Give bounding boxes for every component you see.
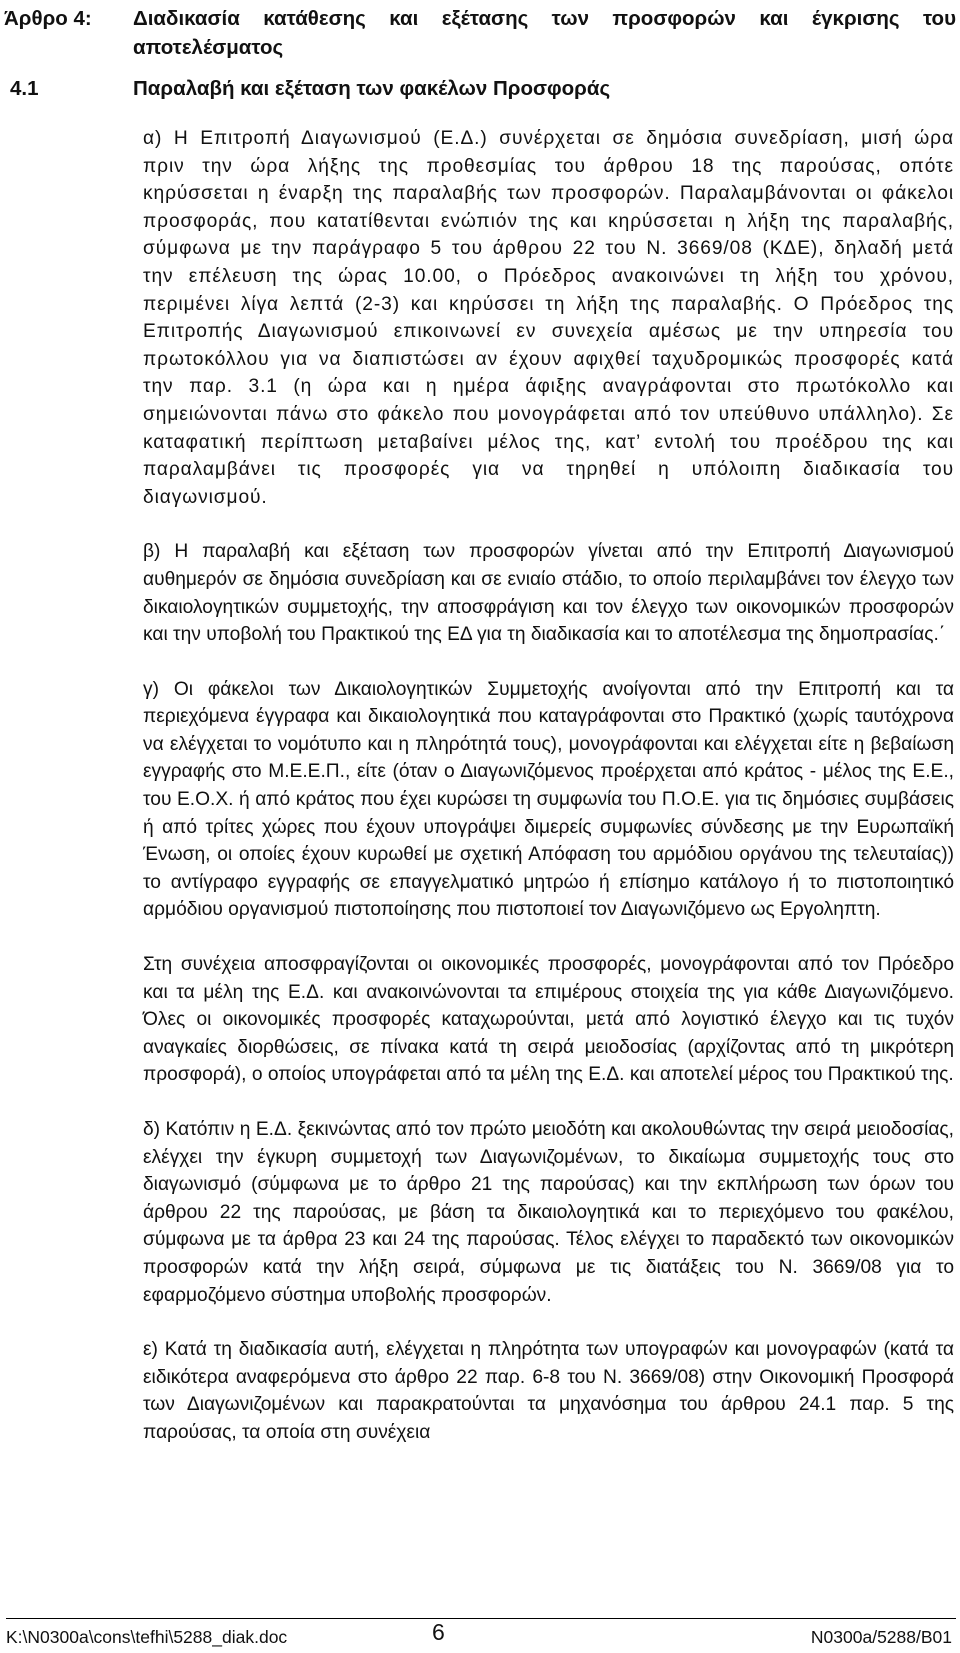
section-heading: [4, 74, 956, 103]
paragraph-b: β) Η παραλαβή και εξέταση των προσφορών γίνεται από την Επιτροπή Διαγωνισμού αυθημερόν σε δημόσια συνεδρίαση και σε ενιαίο στάδιο, το οποίο περιλαμβάνει τον έλεγχο των δικαιολογητικών συμμετοχής, την αποσφράγιση και τον έλεγχο των οικονομικών προσφορών και την υποβολή του Πρακτικού της ΕΔ για τη διαδικασία και το αποτέλεσμα της δημοπρασίας.΄: [143, 541, 954, 646]
article-title: Διαδικασία κατάθεσης και εξέτασης των προσφορών και έγκρισης του αποτελέσματος: [133, 7, 956, 59]
document-body: [143, 125, 954, 1474]
paragraph-e: ε) Κατά τη διαδικασία αυτή, ελέγχεται η πληρότητα των υπογραφών και μονογραφών (κατά τα ειδικότερα αναφερόμενα στο άρθρο 22 παρ. 6-8 του Ν. 3669/08) στην Οικονομική Προσφορά των Διαγωνιζομένων και παρακρατούνται τα μηχανόσημα του άρθρου 24.1 παρ. 5 της παρούσας, τα οποία στη συνέχεια: [143, 1339, 954, 1443]
footer-document-code: N0300a/5288/B01: [810, 1627, 952, 1647]
section-number: 4.1: [10, 77, 39, 100]
section-title: Παραλαβή και εξέταση των φακέλων Προσφοράς: [133, 77, 611, 100]
paragraph-c: γ) Οι φάκελοι των Δικαιολογητικών Συμμετοχής ανοίγονται από την Επιτροπή και τα περιεχόμενα έγγραφα και δικαιολογητικά που καταγράφονται στο Πρακτικό (χωρίς ταυτόχρονα να ελέγχεται το νομότυπο και η πληρότητά τους), μονογράφονται και ελέγχεται είτε η βεβαίωση εγγραφής στο Μ.Ε.Ε.Π., είτε (όταν ο Διαγωνιζόμενος προέρχεται από κράτος - μέλος της Ε.Ε., του Ε.Ο.Χ. ή από κράτος που έχει κυρώσει τη συμφωνία του Π.Ο.Ε. για τις δημόσιες συμβάσεις ή από τρίτες χώρες που έχουν υπογράψει διμερείς συμφωνίες σύνδεσης με την Ευρωπαϊκή Ένωση, οι οποίες έχουν κυρωθεί με σχετική Απόφαση του αρμόδιου οργάνου της τελευταίας)) το αντίγραφο εγγραφής σε επαγγελματικό μητρώο ή επίσημο κατάλογο ή το πιστοποιητικό αρμόδιου οργανισμού πιστοποίησης που πιστοποιεί τον Διαγωνιζόμενο ως Εργοληπτη.: [143, 678, 954, 921]
paragraph-c-continuation: Στη συνέχεια αποσφραγίζονται οι οικονομικές προσφορές, μονογράφονται από τον Πρόεδρο και τα μέλη της Ε.Δ. και ανακοινώνονται τα επιμέρους στοιχεία της για κάθε Διαγωνιζόμενο. Όλες οι οικονομικές προσφορές καταχωρούνται, μετά από λογιστικό έλεγχο και τις τυχόν αναγκαίες διορθώσεις, σε πίνακα κατά τη σειρά μειοδοσίας (αρχίζοντας από τη μικρότερη προσφορά), ο οποίος υπογράφεται από τα μέλη της Ε.Δ. και αποτελεί μέρος του Πρακτικού της.: [143, 954, 954, 1086]
paragraph-d: δ) Κατόπιν η Ε.Δ. ξεκινώντας από τον πρώτο μειοδότη και ακολουθώντας την σειρά μειοδοσίας, ελέγχει την έγκυρη συμμετοχή των Διαγωνιζομένων, το δικαίωμα συμμετοχής τους στο διαγωνισμό (σύμφωνα με το άρθρο 21 της παρούσας) και την εκπλήρωση των όρων του άρθρου 22 της παρούσας, με βάση τα δικαιολογητικά και το περιεχόμενο του φακέλου, σύμφωνα με τα άρθρα 23 και 24 της παρούσας. Τέλος ελέγχει το παραδεκτό των οικονομικών προσφορών κατά την λήξη σειρά, σύμφωνα με τις διατάξεις του Ν. 3669/08 για το εφαρμοζόμενο σύστημα υποβολής προσφορών.: [143, 1119, 954, 1306]
paragraph-a: α) Η Επιτροπή Διαγωνισμού (Ε.Δ.) συνέρχεται σε δημόσια συνεδρίαση, μισή ώρα πριν την ώρα λήξης της προθεσμίας του άρθρου 18 της παρούσας, οπότε κηρύσσεται η έναρξη της παραλαβής των προσφορών. Παραλαμβάνονται οι φάκελοι προσφοράς, που κατατίθενται ενώπιόν της και κηρύσσεται η λήξη της παραλαβής, σύμφωνα με την παράγραφο 5 του άρθρου 22 του Ν. 3669/08 (ΚΔΕ), δηλαδή μετά την επέλευση της ώρας 10.00, ο Πρόεδρος ανακοινώνει τη λήξη του χρόνου, περιμένει λίγα λεπτά (2-3) και κηρύσσει τη λήξη της παραλαβής. Ο Πρόεδρος της Επιτροπής Διαγωνισμού επικοινωνεί εν συνεχεία αμέσως με την υπηρεσία του πρωτοκόλλου για να διαπιστώσει αν έχουν αφιχθεί ταχυδρομικώς προσφορές κατά την παρ. 3.1 (η ώρα και η ημέρα άφιξης αναγράφονται στο πρωτόκολλο και σημειώνονται πάνω στο φάκελο που μονογράφεται από τον υπεύθυνο υπάλληλο). Σε καταφατική περίπτωση μεταβαίνει μέλος της, κατ’ εντολή του προέδρου της και παραλαμβάνει τις προσφορές για να τηρηθεί η υπόλοιπη διαδικασία του διαγωνισμού.: [143, 128, 954, 508]
footer-file-path: K:\N0300a\cons\tefhi\5288_diak.doc: [6, 1627, 288, 1647]
article-number: Άρθρο 4:: [4, 7, 92, 30]
article-heading: [4, 4, 956, 62]
footer-page-number: 6: [432, 1619, 445, 1645]
page-footer: [6, 1618, 956, 1649]
